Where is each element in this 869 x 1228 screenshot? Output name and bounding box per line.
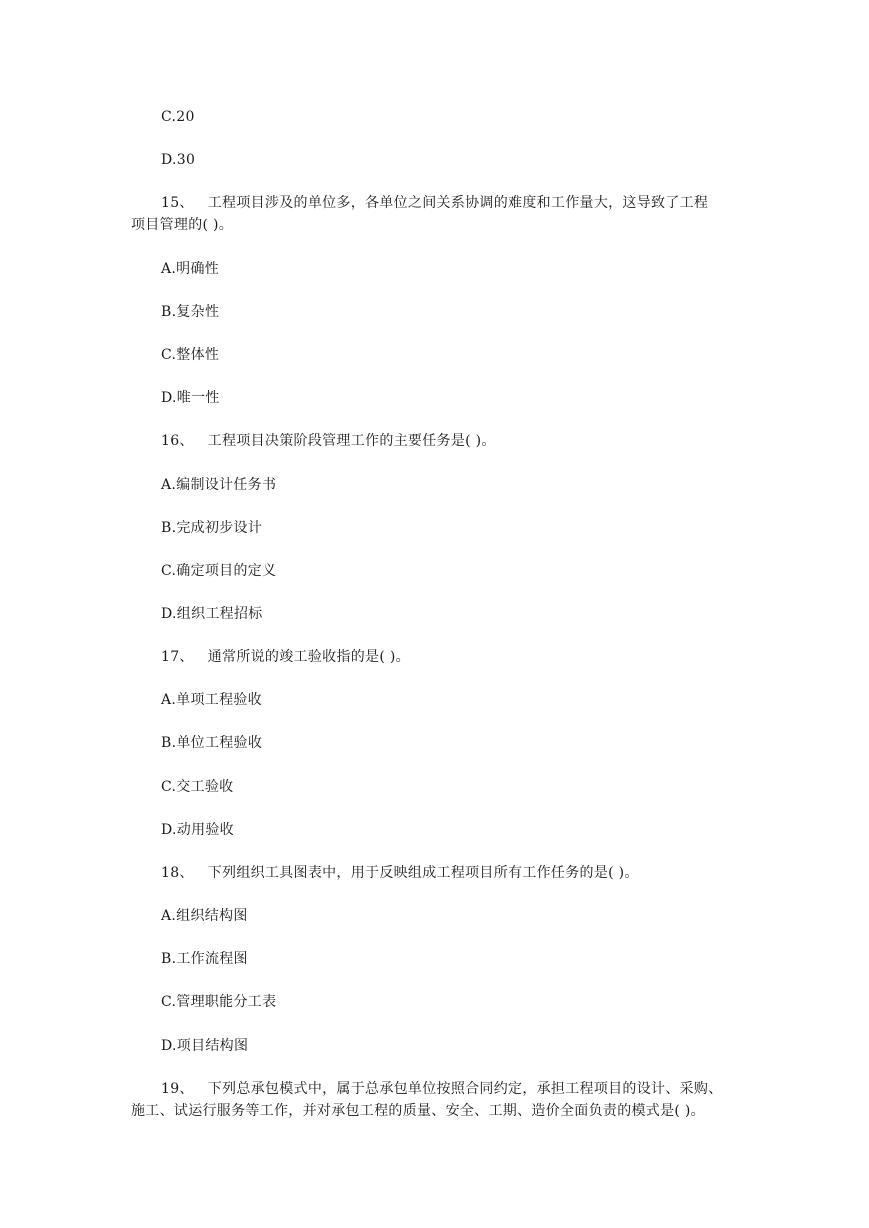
option-b: B.复杂性 [161, 304, 220, 320]
option-c: C.确定项目的定义 [161, 563, 277, 579]
option-c: C.20 [161, 109, 195, 125]
option-c: C.整体性 [161, 347, 220, 363]
option-b: B.工作流程图 [161, 951, 248, 967]
question-15-stem-cont: 项目管理的( )。 [131, 217, 234, 233]
option-c: C.交工验收 [161, 779, 234, 795]
option-c: C.管理职能分工表 [161, 994, 277, 1010]
option-d: D.唯一性 [161, 390, 220, 406]
option-a: A.单项工程验收 [161, 692, 262, 708]
option-d: D.动用验收 [161, 822, 234, 838]
option-a: A.组织结构图 [161, 908, 248, 924]
question-19-stem: 19、 下列总承包模式中，属于总承包单位按照合同约定，承担工程项目的设计、采购、 [161, 1081, 723, 1097]
option-a: A.编制设计任务书 [161, 477, 277, 493]
option-b: B.完成初步设计 [161, 520, 263, 536]
option-d: D.30 [161, 152, 196, 168]
question-19-stem-cont: 施工、试运行服务等工作，并对承包工程的质量、安全、工期、造价全面负责的模式是( )。 [131, 1103, 705, 1119]
question-18-stem: 18、 下列组织工具图表中，用于反映组成工程项目所有工作任务的是( )。 [161, 865, 639, 881]
question-17-stem: 17、 通常所说的竣工验收指的是( )。 [161, 649, 410, 665]
question-16-stem: 16、 工程项目决策阶段管理工作的主要任务是( )。 [161, 433, 496, 449]
question-15-stem: 15、 工程项目涉及的单位多，各单位之间关系协调的难度和工作量大，这导致了工程 [161, 195, 709, 211]
option-b: B.单位工程验收 [161, 735, 263, 751]
option-a: A.明确性 [161, 261, 220, 277]
option-d: D.组织工程招标 [161, 606, 263, 622]
option-d: D.项目结构图 [161, 1038, 249, 1054]
